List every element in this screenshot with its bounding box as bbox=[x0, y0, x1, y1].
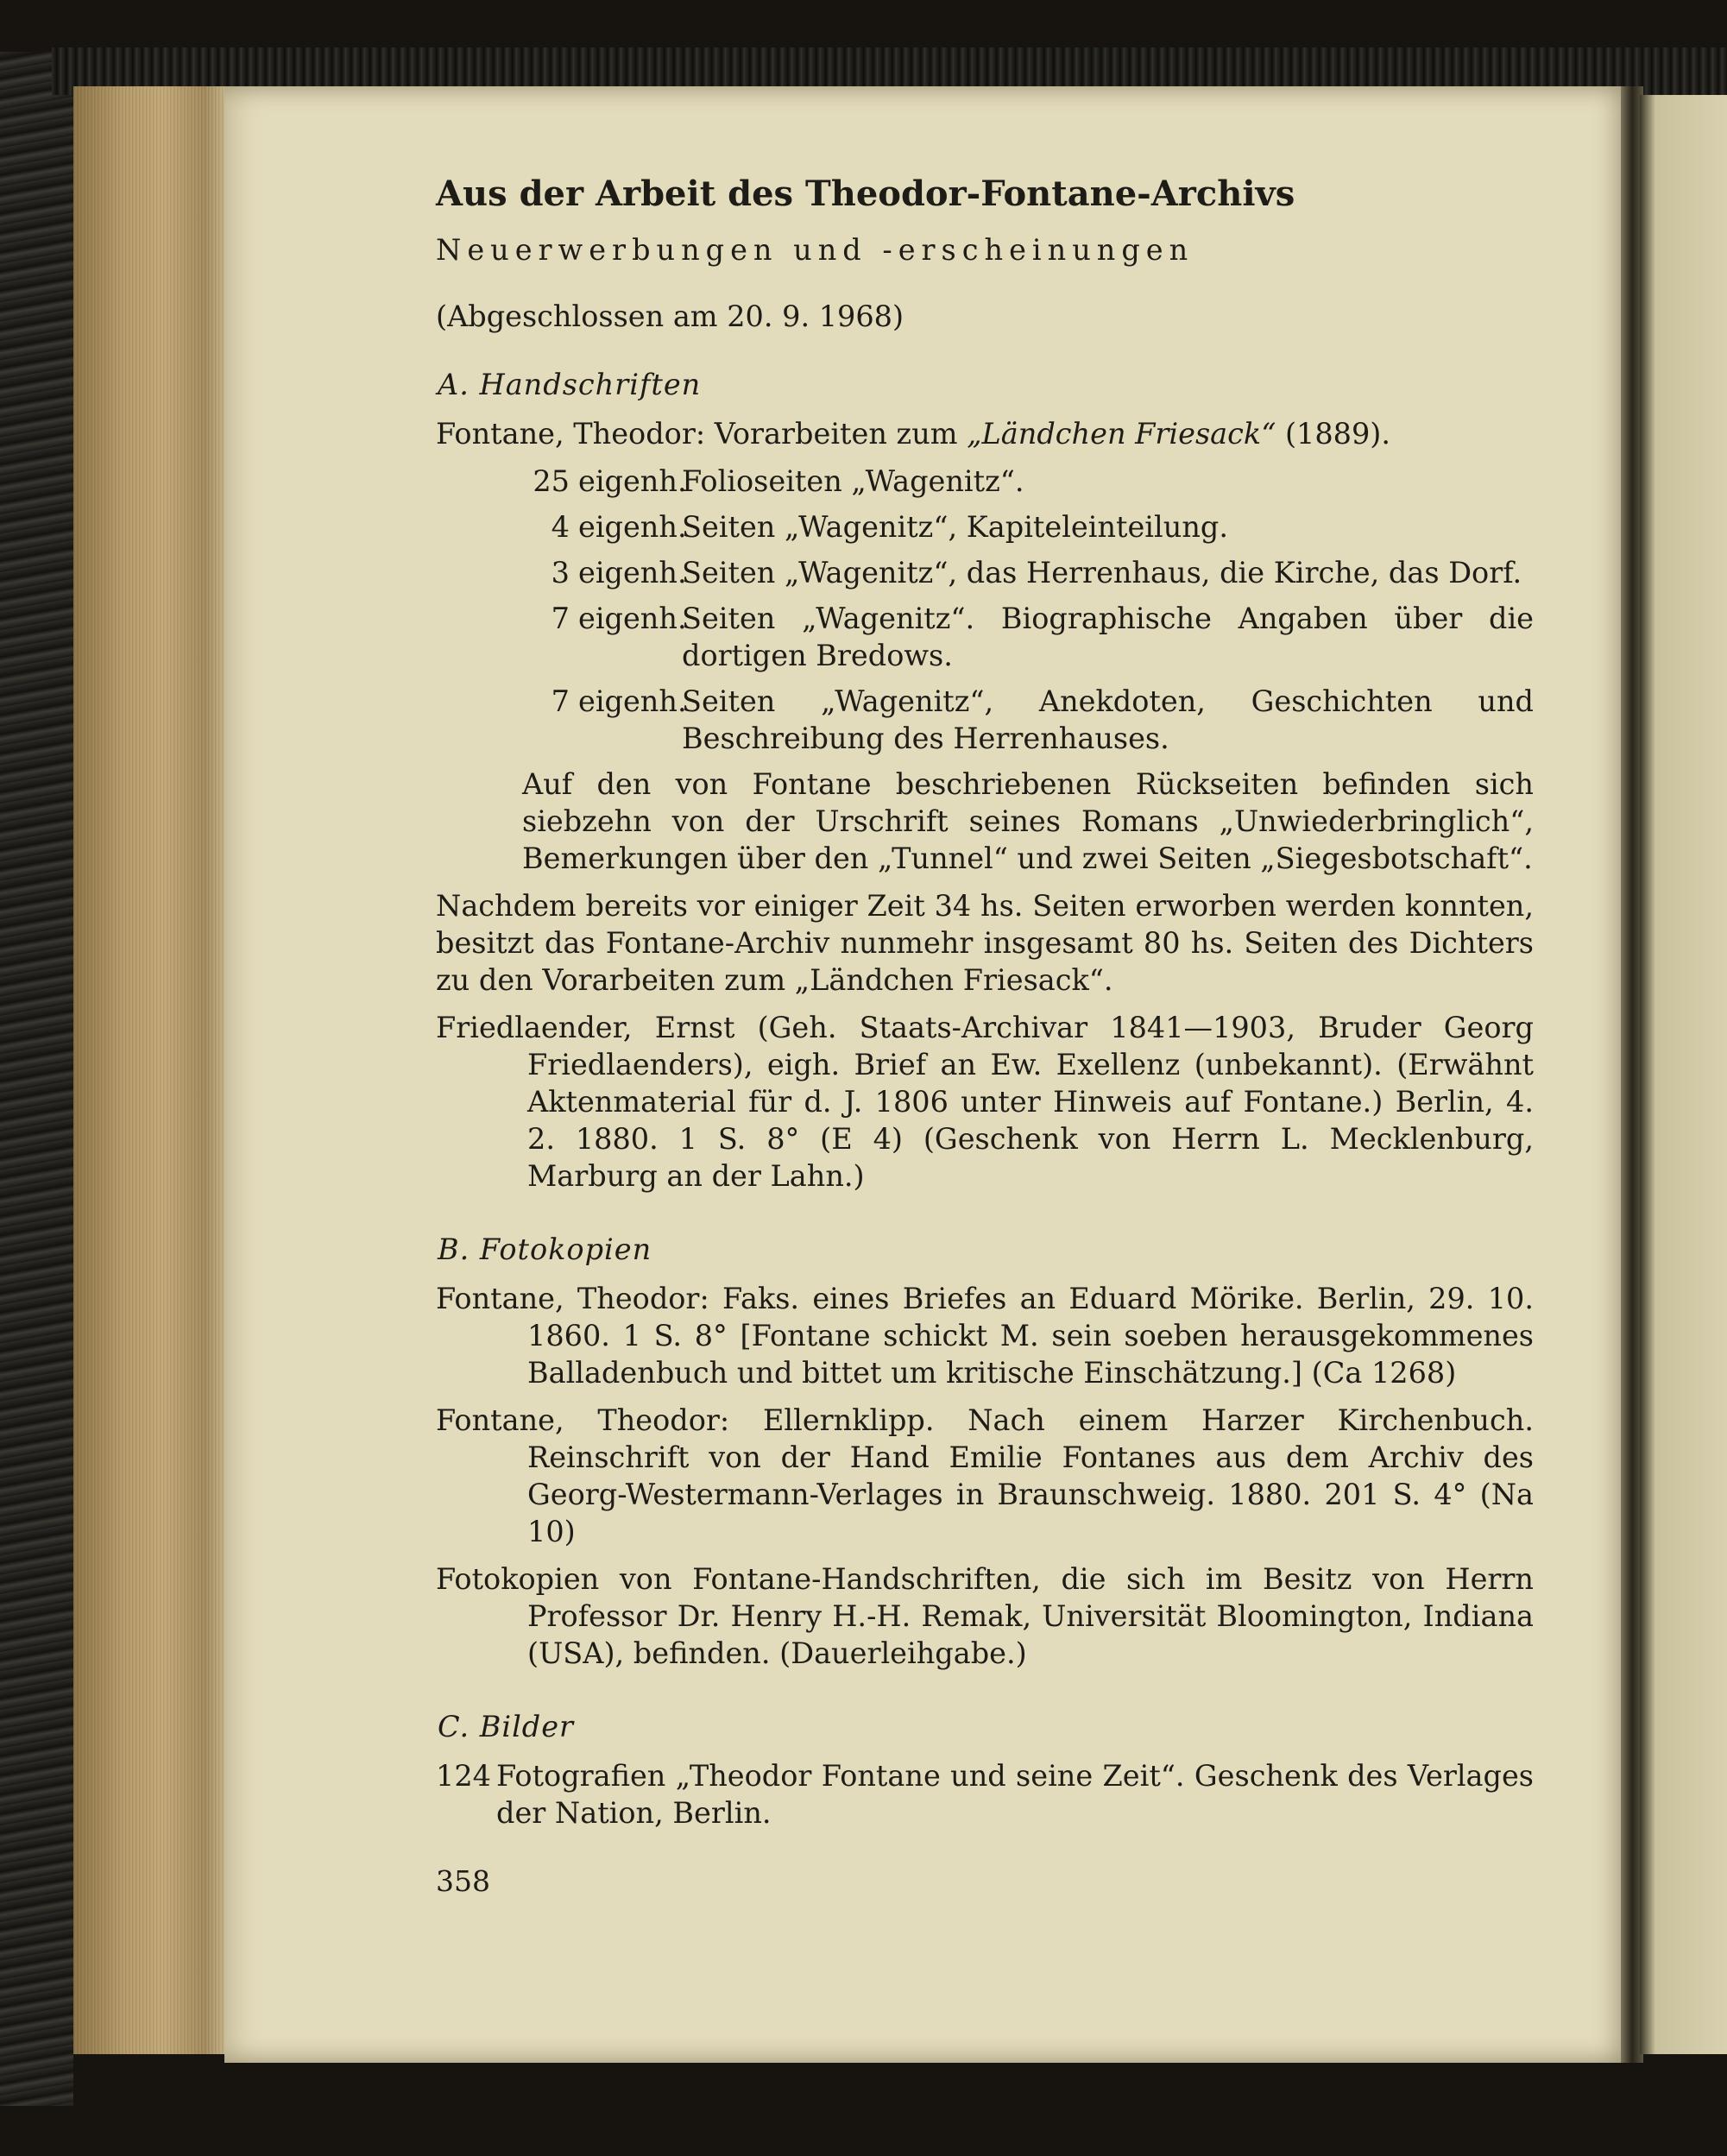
subtitle: Neuerwerbungen und -erscheinungen bbox=[436, 233, 1194, 267]
entry-number: 124 bbox=[436, 1759, 491, 1793]
entry-friedlaender: Friedlaender, Ernst (Geh. Staats-Archivar 1841—1903, Bruder Georg Friedlaenders), eigh. Brief an Ew. Exellenz (unbekannt). (Erwähnt Aktenmaterial für d. J. 1806 unter Hinweis auf Fontane.) Berlin, 4. 2. 1880. 1 S. 8° (E 4) (Geschenk von Herrn L. Mecklenburg, Marburg an der Lahn.) bbox=[436, 1011, 1534, 1193]
facing-page bbox=[1640, 95, 1727, 2054]
item-word: eigenh. bbox=[578, 510, 687, 544]
book-binding bbox=[0, 52, 73, 2106]
section-c-heading: C. Bilder bbox=[438, 1710, 575, 1743]
section-b-heading: B. Fotokopien bbox=[438, 1232, 652, 1266]
item-description: Folioseiten „Wagenitz“. bbox=[682, 464, 1024, 498]
verso-note: Auf den von Fontane beschriebenen Rückseiten befinden sich siebzehn von der Urschrift seines Romans „Unwiederbringlich“, Bemerkungen über den „Tunnel“ und zwei Seiten „Siegesbotschaft“. bbox=[522, 767, 1534, 875]
item-description: Seiten „Wagenitz“, Kapiteleinteilung. bbox=[682, 510, 1228, 544]
page-edges bbox=[73, 86, 237, 2054]
item-number: 4 bbox=[551, 510, 570, 544]
entry-fotokopien-remak: Fotokopien von Fontane-Handschriften, die sich im Besitz von Herrn Professor Dr. Henry H.-H. Remak, Universität Bloomington, Indiana (USA), befinden. (Dauerleihgabe.) bbox=[436, 1562, 1534, 1670]
page-title: Aus der Arbeit des Theodor-Fontane-Archivs bbox=[436, 173, 1295, 214]
section-a-heading: A. Handschriften bbox=[438, 368, 702, 401]
item-description: Seiten „Wagenitz“, das Herrenhaus, die Kirche, das Dorf. bbox=[682, 556, 1522, 589]
entry-title: „Ländchen Friesack“ bbox=[967, 417, 1276, 451]
entry-ellernklipp: Fontane, Theodor: Ellernklipp. Nach einem Harzer Kirchenbuch. Reinschrift von der Hand Emilie Fontanes aus dem Archiv des Georg-Westermann-Verlages in Braunschweig. 1880. 201 S. 4° (Na 10) bbox=[436, 1403, 1534, 1548]
list-item bbox=[436, 463, 1534, 500]
entry-text: Fotografien „Theodor Fontane und seine Zeit“. Geschenk des Verlages der Nation, Berlin. bbox=[496, 1759, 1534, 1830]
acquisition-summary: Nachdem bereits vor einiger Zeit 34 hs. Seiten erworben werden konnten, besitzt das Fontane-Archiv nunmehr insgesamt 80 hs. Seiten des Dichters zu den Vorarbeiten zum „Ländchen Friesack“. bbox=[436, 889, 1534, 997]
entry-fotografien bbox=[436, 1757, 1534, 1831]
item-word: eigenh. bbox=[578, 684, 687, 718]
item-word: eigenh. bbox=[578, 556, 687, 589]
entry-tail: (1889). bbox=[1276, 417, 1391, 451]
item-description: Seiten „Wagenitz“, Anekdoten, Geschichten und Beschreibung des Herrenhauses. bbox=[682, 684, 1534, 755]
item-word: eigenh. bbox=[578, 464, 687, 498]
list-item bbox=[436, 600, 1534, 674]
page-number: 358 bbox=[436, 1864, 490, 1898]
list-item bbox=[436, 554, 1534, 591]
entry-lead: Fontane, Theodor: Vorarbeiten zum bbox=[436, 417, 967, 451]
item-number: 7 bbox=[551, 684, 570, 718]
page-content bbox=[436, 173, 1534, 1900]
item-number: 7 bbox=[551, 602, 570, 635]
item-description: Seiten „Wagenitz“. Biographische Angaben über die dortigen Bredows. bbox=[682, 602, 1534, 672]
entry-faksimile-moerike: Fontane, Theodor: Faks. eines Briefes an Eduard Mörike. Berlin, 29. 10. 1860. 1 S. 8° [Fontane schickt M. sein soeben herausgekommenes Balladenbuch und bittet um kritische Einschätzung.] (Ca 1268) bbox=[436, 1282, 1534, 1390]
item-number: 3 bbox=[551, 556, 570, 589]
date-note: (Abgeschlossen am 20. 9. 1968) bbox=[436, 299, 904, 333]
item-number: 25 bbox=[533, 464, 570, 498]
item-word: eigenh. bbox=[578, 602, 687, 635]
list-item bbox=[436, 508, 1534, 545]
list-item bbox=[436, 683, 1534, 757]
entry-fontane-vorarbeiten bbox=[436, 415, 1534, 452]
